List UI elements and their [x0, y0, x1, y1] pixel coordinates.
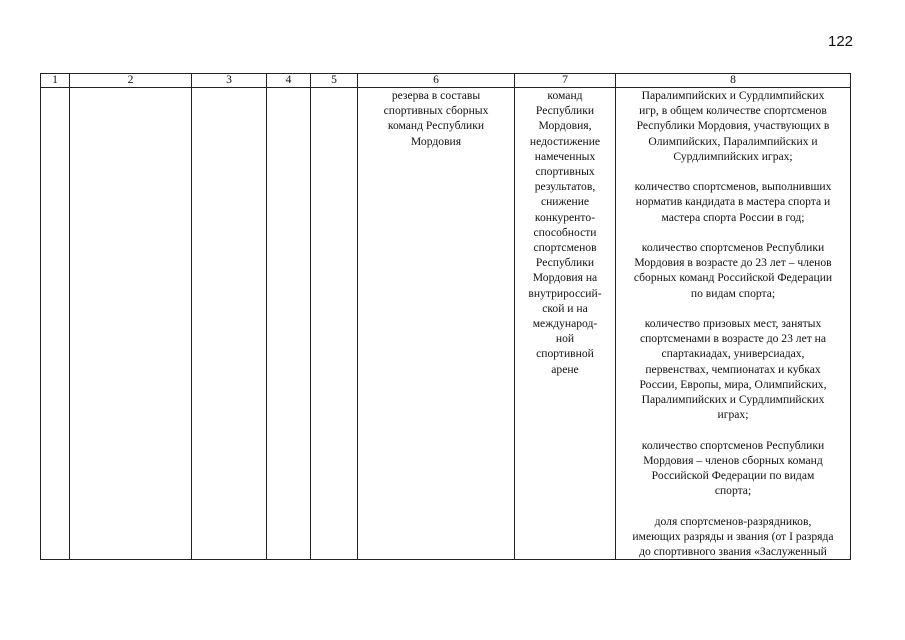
text-line: Республики: [535, 256, 595, 270]
text-line: играх;: [717, 408, 749, 422]
text-block: [616, 514, 850, 560]
cell-col-5: [311, 88, 358, 560]
text-line: спортсменами в возрасте до 23 лет на: [639, 332, 827, 346]
text-line: команд Республики: [387, 119, 485, 133]
table-header-row: [41, 74, 851, 88]
text-line: внутрироссий-: [528, 286, 602, 300]
column-header-3: 3: [192, 74, 267, 88]
text-line: недостижение: [529, 134, 601, 148]
text-line: спортивной: [536, 347, 594, 361]
column-header-5: 5: [311, 74, 358, 88]
text-block: [616, 88, 850, 164]
column-header-1: 1: [41, 74, 70, 88]
text-line: количество призовых мест, занятых: [644, 317, 822, 330]
text-line: снижение: [540, 195, 590, 209]
text-line: до спортивного звания «Заслуженный: [639, 545, 827, 559]
text-line: арене: [551, 362, 579, 376]
text-block: [358, 88, 514, 149]
column-header-4: 4: [267, 74, 311, 88]
column-header-7: 7: [515, 74, 616, 88]
text-line: сборных команд Российской Федерации: [633, 271, 833, 285]
text-line: резерва в составы: [391, 89, 481, 102]
text-line: конкурентo-: [534, 210, 596, 224]
text-line: намеченных: [534, 149, 596, 163]
cell-col-3: [192, 88, 267, 560]
cell-col-8: [616, 88, 851, 560]
text-line: Сурдлимпийских играх;: [673, 149, 793, 163]
text-line: результатов,: [534, 180, 596, 194]
table-row: [41, 88, 851, 560]
text-line: команд: [547, 89, 583, 102]
text-line: международ-: [532, 317, 598, 331]
text-line: Мордовия: [410, 134, 462, 148]
text-block: [616, 438, 850, 499]
page-number: 122: [828, 33, 854, 50]
text-line: Олимпийских, Паралимпийских и: [648, 134, 818, 148]
text-line: спорта;: [714, 484, 752, 498]
text-block: [616, 179, 850, 225]
text-line: Паралимпийских и Сурдлимпийских: [641, 89, 825, 102]
document-table: [40, 73, 851, 560]
column-header-6: 6: [358, 74, 515, 88]
text-line: ской и на: [542, 301, 588, 315]
text-line: количество спортсменов, выполнивших: [634, 180, 832, 194]
text-block: [616, 316, 850, 422]
column-header-2: 2: [70, 74, 192, 88]
cell-col-4: [267, 88, 311, 560]
text-line: Республики: [535, 104, 595, 118]
text-block: [616, 240, 850, 301]
text-block: [515, 88, 615, 377]
text-line: Республики Мордовия, участвующих в: [636, 119, 830, 133]
cell-col-6: [358, 88, 515, 560]
text-line: спортсменов: [533, 241, 597, 255]
text-line: количество спортсменов Республики: [641, 241, 825, 254]
text-line: Российской Федерации по видам: [651, 469, 815, 483]
text-line: Мордовия на: [532, 271, 598, 285]
text-line: Мордовия – членов сборных команд: [643, 453, 823, 467]
text-line: игр, в общем количестве спортсменов: [639, 104, 827, 118]
cell-col-1: [41, 88, 70, 560]
text-line: ной: [555, 332, 575, 346]
text-line: Мордовия,: [538, 119, 592, 133]
text-line: мастера спорта России в год;: [661, 210, 805, 224]
text-line: Паралимпийских и Сурдлимпийских: [641, 393, 825, 407]
text-line: количество спортсменов Республики: [641, 438, 825, 452]
text-line: спортивных сборных: [383, 104, 489, 118]
text-line: Мордовия в возрасте до 23 лет – членов: [634, 256, 832, 270]
text-line: первенствах, чемпионатах и кубках: [645, 362, 821, 376]
cell-col-7: [515, 88, 616, 560]
text-line: России, Европы, мира, Олимпийских,: [639, 377, 827, 391]
text-line: имеющих разряды и звания (от I разряда: [632, 529, 834, 543]
column-header-8: 8: [616, 74, 851, 88]
text-line: спартакиадах, универсиадах,: [661, 347, 805, 361]
text-line: норматив кандидата в мастера спорта и: [635, 195, 831, 209]
text-line: спортивных: [535, 165, 595, 179]
text-line: способности: [533, 225, 597, 239]
text-line: по видам спорта;: [690, 286, 776, 300]
text-line: доля спортсменов-разрядников,: [654, 514, 812, 528]
cell-col-2: [70, 88, 192, 560]
